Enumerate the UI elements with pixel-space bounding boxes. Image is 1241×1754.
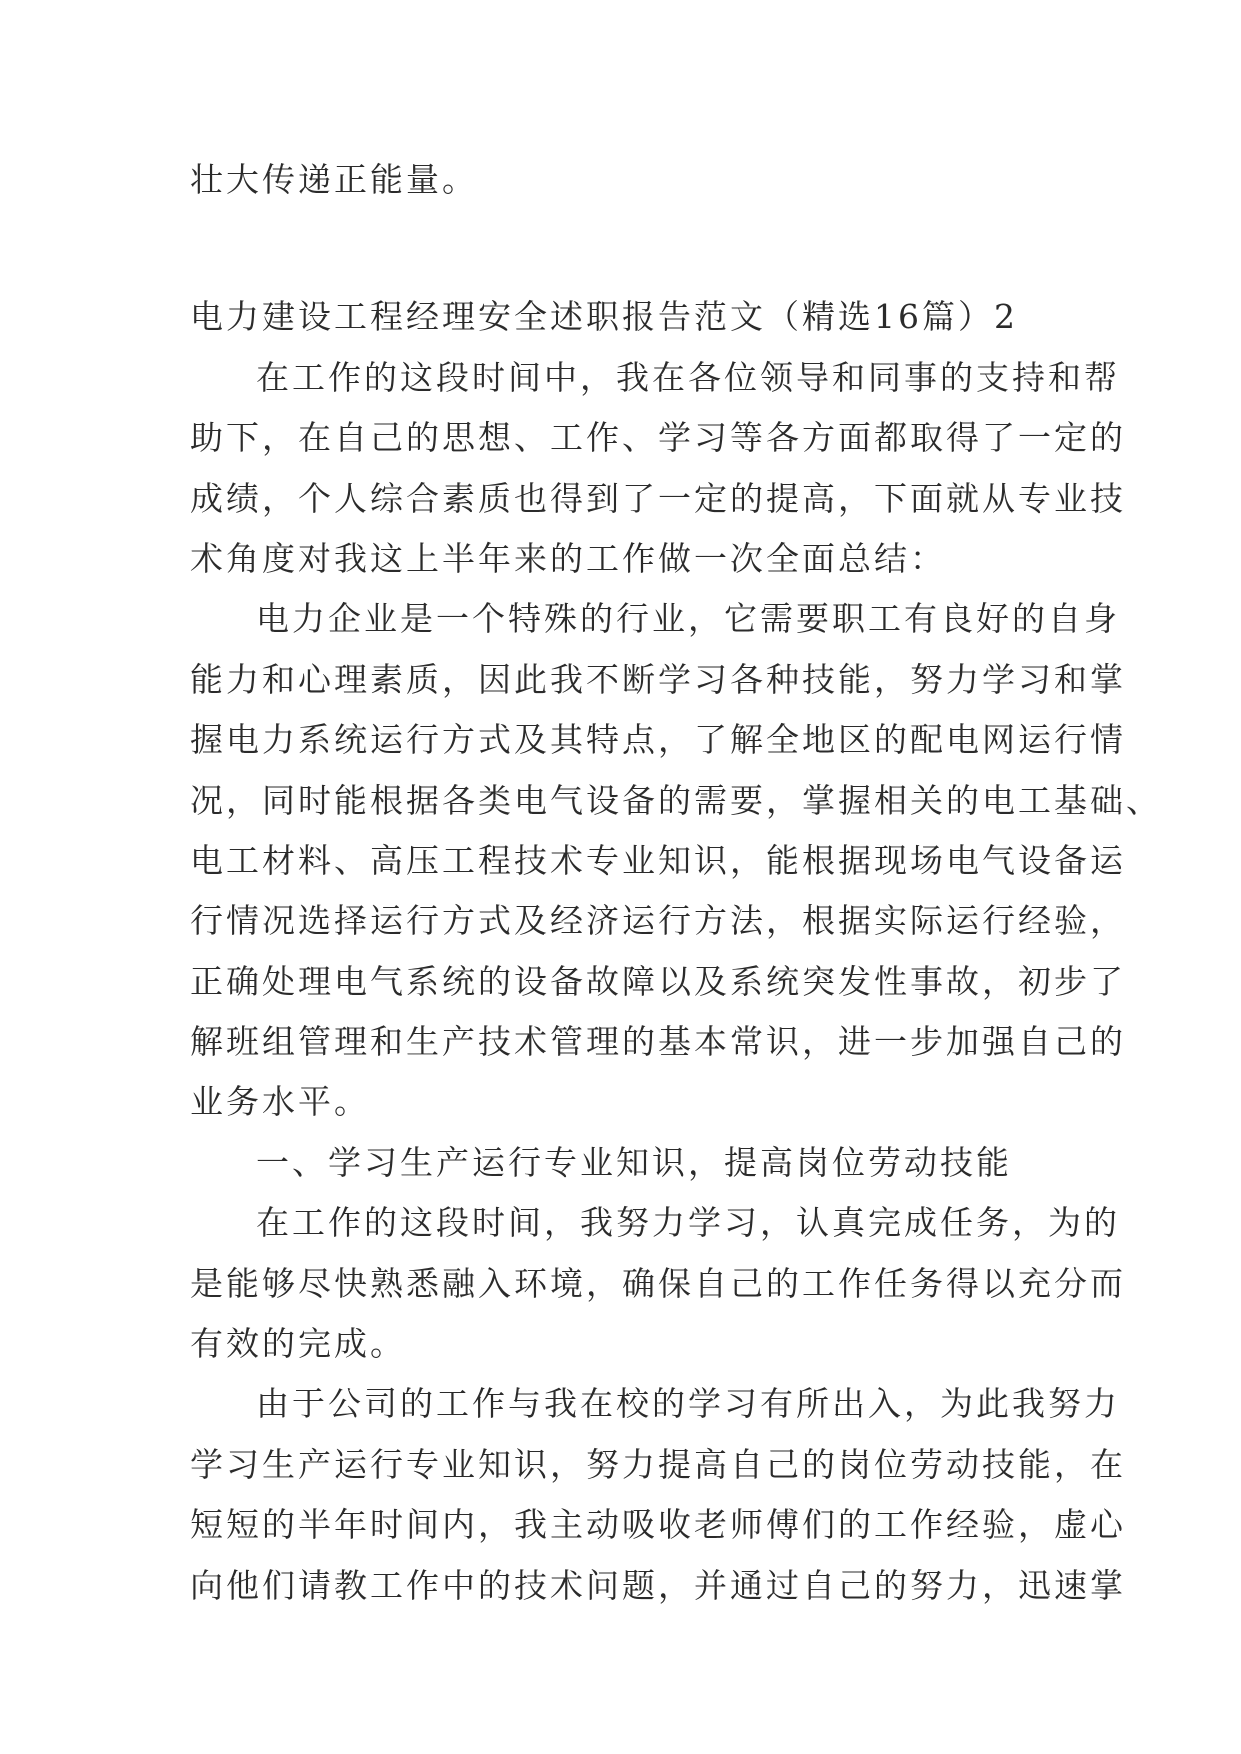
document-body [190, 150, 1162, 1616]
paragraph-line: 在工作的这段时间，我努力学习，认真完成任务，为的 [256, 1203, 1120, 1243]
paragraph-line: 短短的半年时间内，我主动吸收老师傅们的工作经验，虚心 [190, 1505, 1126, 1545]
paragraph-5 [190, 1374, 1126, 1616]
paragraph-line: 助下，在自己的思想、工作、学习等各方面都取得了一定的 [190, 418, 1126, 458]
paragraph-line: 正确处理电气系统的设备故障以及系统突发性事故，初步了 [190, 961, 1126, 1001]
intro-line: 壮大传递正能量。 [190, 160, 478, 199]
section-gap [190, 210, 1050, 287]
paragraph-line: 业务水平。 [190, 1082, 370, 1122]
paragraph-line: 电工材料、高压工程技术专业知识，能根据现场电气设备运 [190, 840, 1126, 880]
paragraph-line: 行情况选择运行方式及经济运行方法，根据实际运行经验， [190, 901, 1126, 941]
paragraph-3 [190, 1133, 1050, 1193]
paragraph-line: 在工作的这段时间中，我在各位领导和同事的支持和帮 [256, 357, 1120, 397]
paragraph-line: 是能够尽快熟悉融入环境，确保自己的工作任务得以充分而 [190, 1263, 1126, 1303]
paragraph-4 [190, 1193, 1126, 1374]
paragraph-line: 况，同时能根据各类电气设备的需要，掌握相关的电工基础、 [190, 780, 1162, 820]
paragraph-line: 学习生产运行专业知识，努力提高自己的岗位劳动技能，在 [190, 1444, 1126, 1484]
section-heading: 电力建设工程经理安全述职报告范文（精选16篇）2 [190, 297, 1018, 337]
subsection-heading: 一、学习生产运行专业知识，提高岗位劳动技能 [256, 1142, 1012, 1182]
paragraph-line: 术角度对我这上半年来的工作做一次全面总结： [190, 538, 946, 578]
paragraph-line: 能力和心理素质，因此我不断学习各种技能，努力学习和掌 [190, 659, 1126, 699]
paragraph-1 [190, 348, 1126, 590]
paragraph-line: 电力企业是一个特殊的行业，它需要职工有良好的自身 [256, 599, 1120, 639]
paragraph-line: 解班组管理和生产技术管理的基本常识，进一步加强自己的 [190, 1022, 1126, 1062]
paragraph-line: 有效的完成。 [190, 1324, 406, 1364]
paragraph-line: 向他们请教工作中的技术问题，并通过自己的努力，迅速掌 [190, 1565, 1126, 1605]
paragraph-line: 握电力系统运行方式及其特点，了解全地区的配电网运行情 [190, 720, 1126, 760]
paragraph-line: 成绩，个人综合素质也得到了一定的提高，下面就从专业技 [190, 478, 1126, 518]
paragraph-2 [190, 589, 1162, 1133]
paragraph-line: 由于公司的工作与我在校的学习有所出入，为此我努力 [256, 1384, 1120, 1424]
